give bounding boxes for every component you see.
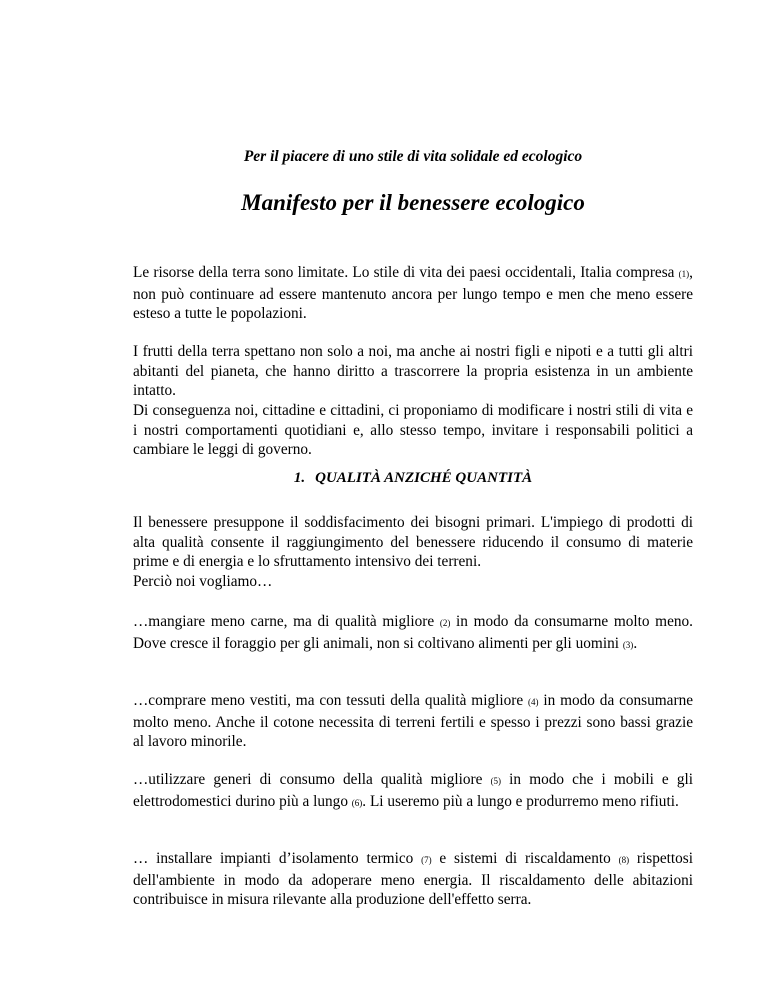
section-1-lead: Il benessere presuppone il soddisfacimento dei bisogni primari. L'impiego di prodotti di alta qualità consente il raggiungimento del benessere riducendo il consumo di materie prime e di energia e lo sfruttamento intensivo dei terreni. Perciò noi vogliamo… (133, 514, 693, 590)
list-item: …comprare meno vestiti, ma con tessuti della qualità migliore (4) in modo da consumarne molto meno. Anche il cotone necessita di terreni fertili e spesso i prezzi sono bassi grazie al lavoro minorile. (133, 692, 694, 751)
section-number: 1. (293, 470, 306, 486)
footnote-ref-3: (3) (622, 639, 634, 650)
footnote-ref-1: (1) (678, 269, 690, 279)
list-item: … installare impianti d’isolamento termico (7) e sistemi di riscaldamento (8) rispettosi dell'ambiente in modo da adoperare meno energia. Il riscaldamento delle abitazioni contribuisce in misura rilevante alla produzione dell'effetto serra. (133, 850, 693, 909)
footnote-ref-8: (8) (618, 855, 630, 865)
section-heading-text: QUALITÀ ANZICHÉ QUANTITÀ (315, 470, 533, 486)
intro-paragraph-2: I frutti della terra spettano non solo a noi, ma anche ai nostri figli e nipoti e a tutti gli altri abitanti del pianeta, che hanno diritto a trascorrere la propria esistenza in un ambiente intatto. (133, 343, 693, 400)
footnote-ref-4: (4) (528, 697, 539, 707)
document-title: Manifesto per il benessere ecologico (241, 190, 585, 215)
footnote-ref-2: (2) (439, 618, 451, 628)
intro-paragraph-1: Le risorse della terra sono limitate. Lo stile di vita dei paesi occidentali, Italia compresa (1), non può continuare ad essere mantenuto ancora per lungo tempo e men che meno essere esteso a tutte le popolazioni. (133, 264, 693, 323)
list-item: …mangiare meno carne, ma di qualità migliore (2) in modo da consumarne molto meno. Dove cresce il foraggio per gli animali, non si coltivano alimenti per gli uomini (3). (133, 613, 693, 652)
document-subtitle: Per il piacere di uno stile di vita solidale ed ecologico (243, 148, 583, 165)
footnote-ref-7: (7) (421, 855, 432, 865)
footnote-ref-5: (5) (490, 776, 502, 786)
section-1-heading (133, 470, 693, 487)
intro-paragraph-3: Di conseguenza noi, cittadine e cittadini, ci proponiamo di modificare i nostri stili di vita e i nostri comportamenti quotidiani e, allo stesso tempo, invitare i responsabili politici a cambiare le leggi di governo. (133, 402, 693, 459)
section-1-lead-2: Perciò noi vogliamo… (133, 572, 273, 590)
list-item: …utilizzare generi di consumo della qualità migliore (5) in modo che i mobili e gli elettrodomestici durino più a lungo (6). Li useremo più a lungo e produrremo meno rifiuti. (133, 771, 693, 810)
footnote-ref-6: (6) (351, 797, 363, 808)
